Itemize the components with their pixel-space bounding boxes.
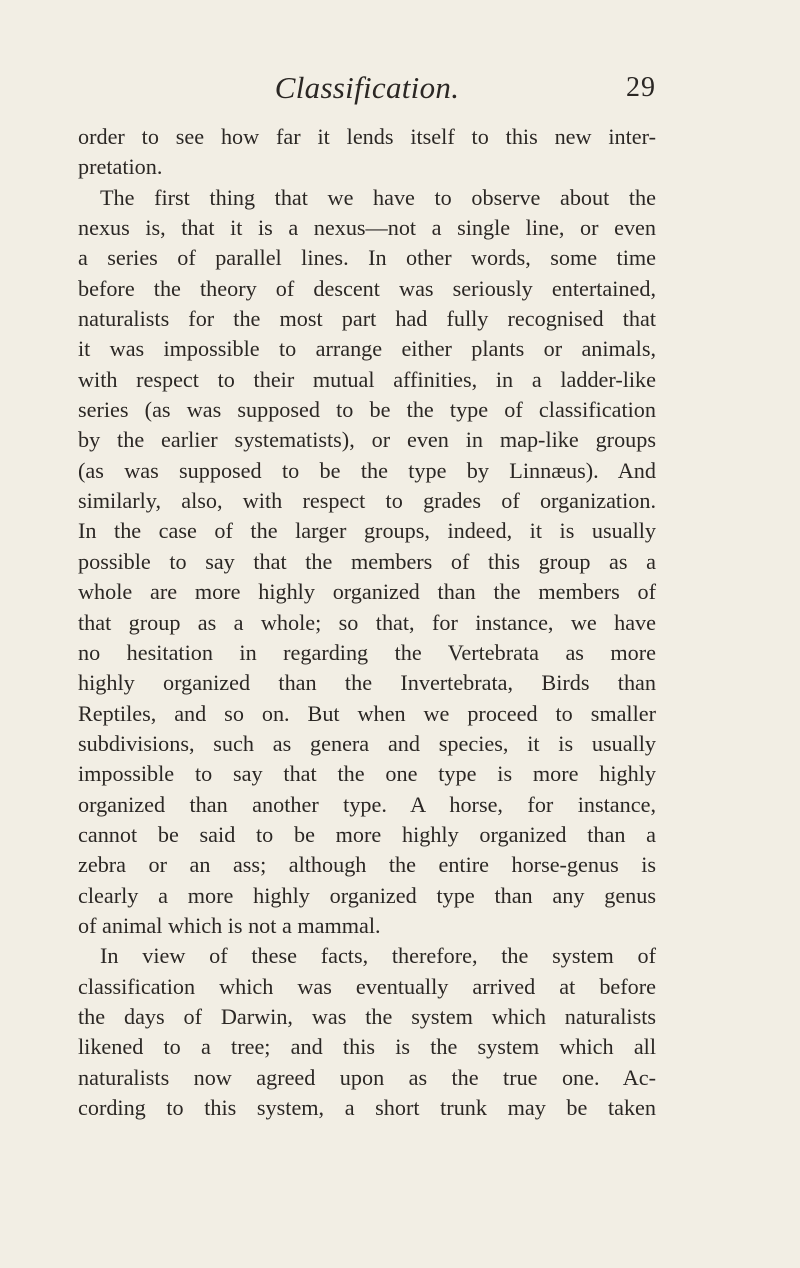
- text-line: no hesitation in regarding the Vertebrata as more: [78, 639, 656, 665]
- text-line: that group as a whole; so that, for instance, we have: [78, 609, 656, 635]
- text-line: organized than another type. A horse, for instance,: [78, 791, 656, 817]
- text-line: highly organized than the Invertebrata, Birds than: [78, 670, 656, 696]
- text-line: In the case of the larger groups, indeed, it is usually: [78, 518, 656, 544]
- text-line: by the earlier systematists), or even in map-like groups: [78, 427, 656, 453]
- text-line: clearly a more highly organized type than any genus: [78, 882, 656, 908]
- running-head: [78, 70, 656, 110]
- text-line: Reptiles, and so on. But when we proceed to smaller: [78, 700, 656, 726]
- text-line: naturalists now agreed upon as the true one. Ac-: [78, 1064, 656, 1090]
- text-line: cording to this system, a short trunk may be taken: [78, 1095, 656, 1120]
- text-line: a series of parallel lines. In other words, some time: [78, 245, 656, 271]
- text-line: The first thing that we have to observe about the: [100, 184, 656, 210]
- text-line: cannot be said to be more highly organized than a: [78, 821, 656, 847]
- text-line: it was impossible to arrange either plants or animals,: [78, 336, 656, 362]
- text-line: impossible to say that the one type is more highly: [78, 761, 656, 787]
- text-line: order to see how far it lends itself to this new inter-: [78, 124, 656, 149]
- text-line: similarly, also, with respect to grades of organization.: [78, 488, 656, 514]
- text-line: classification which was eventually arrived at before: [78, 973, 656, 999]
- text-line: series (as was supposed to be the type of classification: [78, 397, 656, 423]
- text-line: naturalists for the most part had fully recognised that: [78, 306, 656, 332]
- text-line: pretation.: [78, 154, 163, 180]
- running-title: Classification.: [274, 70, 460, 105]
- text-line: (as was supposed to be the type by Linnæus). And: [78, 457, 656, 483]
- text-line: nexus is, that it is a nexus—not a single line, or even: [78, 215, 656, 241]
- text-line: whole are more highly organized than the members of: [78, 579, 656, 605]
- text-line: subdivisions, such as genera and species, it is usually: [78, 730, 656, 756]
- body-text: [78, 122, 656, 1123]
- text-line: before the theory of descent was seriously entertained,: [78, 275, 656, 301]
- text-line: the days of Darwin, was the system which naturalists: [78, 1003, 656, 1029]
- text-line: zebra or an ass; although the entire horse-genus is: [78, 852, 656, 878]
- text-line: of animal which is not a mammal.: [78, 912, 381, 938]
- text-line: possible to say that the members of this group as a: [78, 548, 656, 574]
- page-number: 29: [626, 72, 656, 103]
- text-line: likened to a tree; and this is the system which all: [78, 1034, 656, 1060]
- text-line: with respect to their mutual affinities, in a ladder-like: [78, 366, 656, 392]
- text-line: In view of these facts, therefore, the system of: [100, 943, 656, 969]
